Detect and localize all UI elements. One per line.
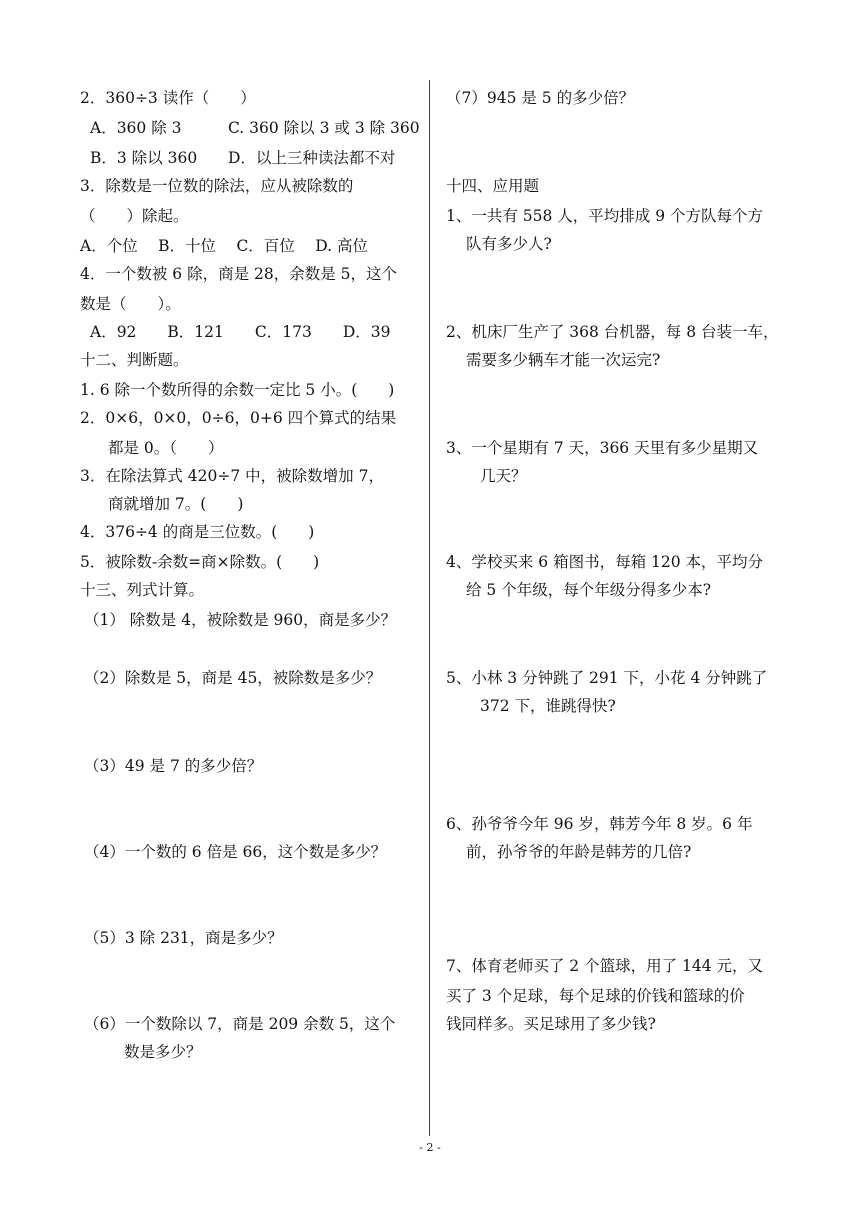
app-q4-line2: 给 5 个年级，每个年级分得多少本? bbox=[466, 581, 712, 599]
mc2-option-c: C. 360 除以 3 或 3 除 360 bbox=[228, 119, 420, 137]
calc-q1: （1） 除数是 4，被除数是 960，商是多少？ bbox=[84, 611, 397, 629]
judge-q2-line1: 2．0×6，0×0，0÷6，0+6 四个算式的结果 bbox=[80, 409, 397, 427]
judge-q2-line2: 都是 0。（ ） bbox=[108, 439, 224, 457]
calc-q4: （4）一个数的 6 倍是 66，这个数是多少？ bbox=[84, 843, 387, 861]
app-q5-line2: 372 下，谁跳得快? bbox=[480, 697, 616, 715]
mc3-question-line1: 3．除数是一位数的除法，应从被除数的 bbox=[80, 177, 354, 195]
section-12-title: 十二、判断题。 bbox=[80, 351, 189, 369]
app-q7-line2: 买了 3 个足球，每个足球的价钱和篮球的价 bbox=[446, 987, 745, 1005]
app-q4-line1: 4、学校买来 6 箱图书，每箱 120 本，平均分 bbox=[446, 553, 764, 571]
mc3-options: A．个位 B．十位 C．百位 D. 高位 bbox=[80, 237, 368, 255]
mc3-question-line2: （ ）除起。 bbox=[80, 207, 189, 225]
mc4-question-line2: 数是（ ）。 bbox=[80, 295, 181, 313]
judge-q4: 4．376÷4 的商是三位数。( ) bbox=[80, 523, 315, 541]
mc2-option-d: D．以上三种读法都不对 bbox=[228, 149, 396, 167]
app-q1-line2: 队有多少人? bbox=[466, 235, 552, 253]
calc-q3: （3）49 是 7 的多少倍？ bbox=[84, 757, 263, 775]
judge-q1: 1. 6 除一个数所得的余数一定比 5 小。( ) bbox=[80, 381, 395, 399]
mc2-option-a: A．360 除 3 bbox=[90, 119, 182, 137]
mc2-option-b: B．3 除以 360 bbox=[90, 149, 198, 167]
app-q3-line1: 3、一个星期有 7 天，366 天里有多少星期又 bbox=[446, 439, 759, 457]
app-q6-line2: 前，孙爷爷的年龄是韩芳的几倍? bbox=[466, 843, 692, 861]
column-divider bbox=[429, 80, 430, 1136]
calc-q5: （5）3 除 231，商是多少？ bbox=[84, 929, 283, 947]
calc-q7: （7）945 是 5 的多少倍？ bbox=[446, 89, 635, 107]
app-q3-line2: 几天？ bbox=[480, 467, 527, 485]
mc4-options: A．92 B．121 C．173 D．39 bbox=[90, 323, 391, 341]
calc-q2: （2）除数是 5，商是 45，被除数是多少？ bbox=[84, 669, 382, 687]
app-q7-line1: 7、体育老师买了 2 个篮球，用了 144 元，又 bbox=[446, 957, 764, 975]
judge-q3-line1: 3．在除法算式 420÷7 中，被除数增加 7， bbox=[80, 467, 384, 485]
mc2-question: 2．360÷3 读作（ ） bbox=[80, 89, 256, 107]
judge-q3-line2: 商就增加 7。( ) bbox=[108, 495, 244, 513]
section-14-title: 十四、应用题 bbox=[446, 177, 540, 195]
calc-q6-line2: 数是多少？ bbox=[124, 1043, 202, 1061]
section-13-title: 十三、列式计算。 bbox=[80, 581, 205, 599]
mc4-question-line1: 4．一个数被 6 除，商是 28，余数是 5，这个 bbox=[80, 265, 398, 283]
page-number: - 2 - bbox=[419, 1141, 441, 1154]
app-q7-line3: 钱同样多。买足球用了多少钱? bbox=[446, 1015, 656, 1033]
app-q5-line1: 5、小林 3 分钟跳了 291 下，小花 4 分钟跳了 bbox=[446, 669, 768, 687]
judge-q5: 5．被除数-余数=商×除数。( ) bbox=[80, 553, 320, 571]
app-q6-line1: 6、孙爷爷今年 96 岁，韩芳今年 8 岁。6 年 bbox=[446, 815, 753, 833]
app-q2-line1: 2、机床厂生产了 368 台机器，每 8 台装一车， bbox=[446, 323, 779, 341]
calc-q6-line1: （6）一个数除以 7，商是 209 余数 5，这个 bbox=[84, 1015, 396, 1033]
app-q2-line2: 需要多少辆车才能一次运完? bbox=[466, 351, 661, 369]
app-q1-line1: 1、一共有 558 人，平均排成 9 个方队每个方 bbox=[446, 207, 764, 225]
